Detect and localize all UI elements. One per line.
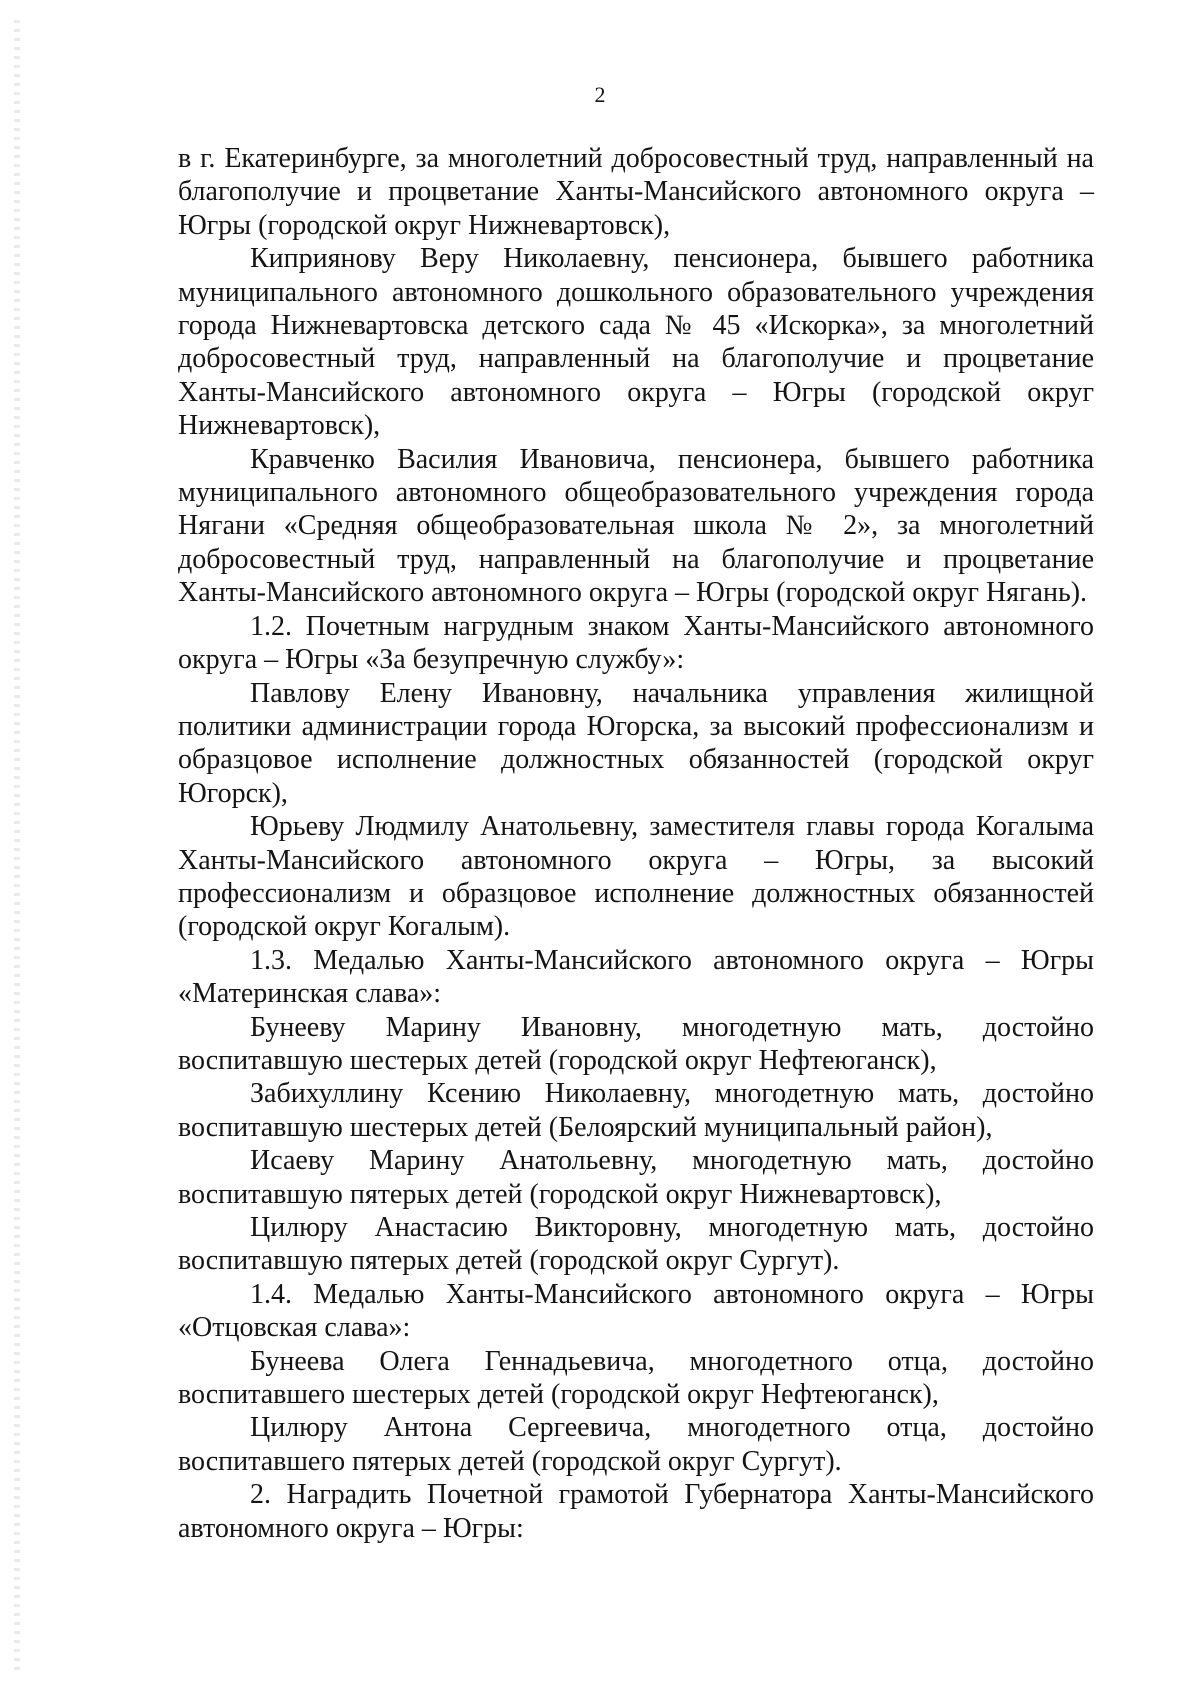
paragraph-pavlova: Павлову Елену Ивановну, начальника управления жилищной политики администрации города Югорска, за высокий профессионализм и образцовое исполнение должностных обязанностей (городской округ Югорск),: [178, 677, 1094, 809]
scan-edge-artifact: [14, 20, 20, 1670]
paragraph-yuryeva: Юрьеву Людмилу Анатольевну, заместителя главы города Когалыма Ханты-Мансийского автономного округа – Югры, за высокий профессионализм и образцовое исполнение должностных обязанностей (городской округ Когалым).: [178, 811, 1094, 943]
paragraph-tsilyura-anastasia: Цилюру Анастасию Викторовну, многодетную мать, достойно воспитавшую пятерых детей (городской округ Сургут).: [178, 1212, 1094, 1277]
paragraph-isaeva: Исаеву Марину Анатольевну, многодетную мать, достойно воспитавшую пятерых детей (городской округ Нижневартовск),: [178, 1145, 1094, 1210]
paragraph-kravchenko: Кравченко Василия Ивановича, пенсионера, бывшего работника муниципального автономного общеобразовательного учреждения города Нягани «Средняя общеобразовательная школа № 2», за многолетний добросовестный труд, направленный на благополучие и процветание Ханты-Мансийского автономного округа – Югры (городской округ Нягань).: [178, 443, 1094, 609]
document-body: [178, 142, 1094, 1545]
section-heading-1-3: 1.3. Медалью Ханты-Мансийского автономного округа – Югры «Материнская слава»:: [178, 944, 1094, 1010]
paragraph-kipriyanova: Киприянову Веру Николаевну, пенсионера, бывшего работника муниципального автономного дошкольного образовательного учреждения города Нижневартовска детского сада № 45 «Искорка», за многолетний добросовестный труд, направленный на благополучие и процветание Ханты-Мансийского автономного округа – Югры (городской округ Нижневартовск),: [178, 243, 1094, 442]
paragraph-zabikhullina: Забихуллину Ксению Николаевну, многодетную мать, достойно воспитавшую шестерых детей (Белоярский муниципальный район),: [178, 1078, 1094, 1143]
section-heading-2: 2. Наградить Почетной грамотой Губернатора Ханты-Мансийского автономного округа – Югры:: [178, 1479, 1094, 1544]
paragraph-tsilyura-anton: Цилюру Антона Сергеевича, многодетного отца, достойно воспитавшего пятерых детей (городской округ Сургут).: [178, 1412, 1094, 1477]
section-heading-1-4: 1.4. Медалью Ханты-Мансийского автономного округа – Югры «Отцовская слава»:: [178, 1278, 1094, 1344]
paragraph-continuation: в г. Екатеринбурге, за многолетний добросовестный труд, направленный на благополучие и процветание Ханты-Мансийского автономного округа – Югры (городской округ Нижневартовск),: [178, 143, 1094, 241]
section-heading-1-2: 1.2. Почетным нагрудным знаком Ханты-Мансийского автономного округа – Югры «За безупречную службу»:: [178, 610, 1094, 676]
paragraph-buneev: Бунеева Олега Геннадьевича, многодетного отца, достойно воспитавшего шестерых детей (городской округ Нефтеюганск),: [178, 1345, 1094, 1411]
paragraph-buneeva: Бунееву Марину Ивановну, многодетную мать, достойно воспитавшую шестерых детей (городской округ Нефтеюганск),: [178, 1011, 1094, 1076]
page-number: 2: [594, 82, 606, 107]
